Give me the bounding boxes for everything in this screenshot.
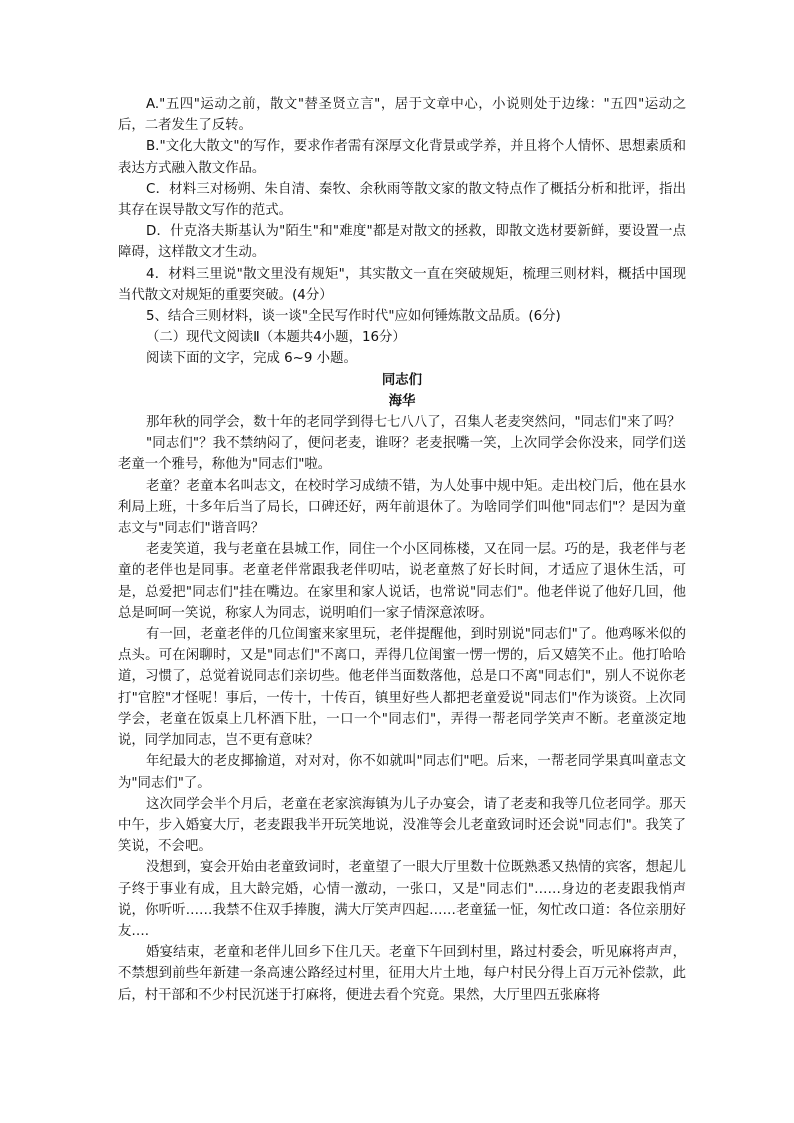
article-paragraph: 婚宴结束，老童和老伴儿回乡下住几天。老童下午回到村里，路过村委会，听见麻将声声，不禁想到前些年新建一条高速公路经过村里，征用大片土地，每户村民分得上百万元补偿款，此后，村干部和不少村民沉迷于打麻将，便进去看个究竟。果然，大厅里四五张麻将 bbox=[118, 945, 686, 1003]
option-b: B."文化大散文"的写作，要求作者需有深厚文化背景或学养，并且将个人情怀、思想素质和表达方式融入散文作品。 bbox=[118, 139, 686, 176]
question-5: 5、结合三则材料，谈一谈"全民写作时代"应如何锤炼散文品质。(6分) bbox=[146, 309, 561, 325]
article-paragraph: 年纪最大的老皮揶揄道，对对对，你不如就叫"同志们"吧。后来，一帮老同学果真叫童志文为"同志们"了。 bbox=[118, 754, 686, 791]
article-paragraph: 老童？老童本名叫志文，在校时学习成绩不错，为人处事中规中矩。走出校门后，他在县水利局上班，十多年后当了局长，口碑还好，两年前退休了。为啥同学们叫他"同志们"？是因为童志文与"同志们"谐音吗？ bbox=[118, 478, 686, 537]
article-paragraph: "同志们"？我不禁纳闷了，便问老麦，谁呀？老麦抿嘴一笑，上次同学会你没来，同学们送老童一个雅号，称他为"同志们"啦。 bbox=[118, 436, 686, 473]
article-author: 海华 bbox=[388, 393, 416, 409]
article-paragraph: 有一回，老童老伴的几位闺蜜来家里玩，老伴提醒他，到时别说"同志们"了。他鸡啄米似的点头。可在闲聊时，又是"同志们"不离口，弄得几位闺蜜一愣一愣的，后又嬉笑不止。他打哈哈道，习惯了，总觉着说同志们亲切些。他老伴当面数落他，总是口不离"同志们"，别人不说你老打"官腔"才怪呢！事后，一传十，十传百，镇里好些人都把老童爱说"同志们"作为谈资。上次同学会，老童在饭桌上几杯酒下肚，一口一个"同志们"，弄得一帮老同学笑声不断。老童淡定地说，同学加同志，岂不更有意味？ bbox=[118, 627, 686, 749]
question-4: 4．材料三里说"散文里没有规矩"，其实散文一直在突破规矩，梳理三则材料，概括中国现当代散文对规矩的重要突破。(4分） bbox=[118, 266, 686, 303]
document-page bbox=[118, 94, 686, 1006]
article-paragraph: 没想到，宴会开始由老童致词时，老童望了一眼大厅里数十位既熟悉又热情的宾客，想起儿子终于事业有成，且大龄完婚，心情一激动，一张口，又是"同志们"……身边的老麦跟我悄声说，你听听……我禁不住双手捧腹，满大厅笑声四起……老童猛一怔，匆忙改口道：各位亲朋好友…. bbox=[118, 860, 686, 939]
article-paragraph: 老麦笑道，我与老童在县城工作，同住一个小区同栋楼，又在同一层。巧的是，我老伴与老童的老伴也是同事。老童老伴常跟我老伴叨咕，说老童熬了好长时间，才适应了退休生活，可是，总爱把"同志们"挂在嘴边。在家里和家人说话，也常说"同志们"。他老伴说了他好几回，他总是呵呵一笑说，称家人为同志，说明咱们一家子情深意浓呀。 bbox=[118, 542, 686, 621]
option-a: A."五四"运动之前，散文"替圣贤立言"，居于文章中心，小说则处于边缘："五四"运动之后，二者发生了反转。 bbox=[118, 97, 686, 134]
article-paragraph: 那年秋的同学会，数十年的老同学到得七七八八了，召集人老麦突然问，"同志们"来了吗？ bbox=[146, 415, 681, 431]
article-paragraph: 这次同学会半个月后，老童在老家滨海镇为儿子办宴会，请了老麦和我等几位老同学。那天中午，步入婚宴大厅，老麦跟我半开玩笑地说，没准等会儿老童致词时还会说"同志们"。我笑了笑说，不会吧。 bbox=[118, 796, 686, 855]
option-d: D．什克洛夫斯基认为"陌生"和"难度"都是对散文的拯救，即散文选材要新鲜，要设置一点障碍，这样散文才生动。 bbox=[118, 224, 686, 261]
article-title: 同志们 bbox=[381, 372, 423, 388]
section-heading: （二）现代文阅读Ⅱ（本题共4小题，16分） bbox=[146, 330, 406, 346]
option-c: C．材料三对杨朔、朱自清、秦牧、余秋雨等散文家的散文特点作了概括分析和批评，指出其存在误导散文写作的范式。 bbox=[118, 181, 686, 219]
section-instruction: 阅读下面的文字，完成 6~9 小题。 bbox=[146, 351, 357, 367]
